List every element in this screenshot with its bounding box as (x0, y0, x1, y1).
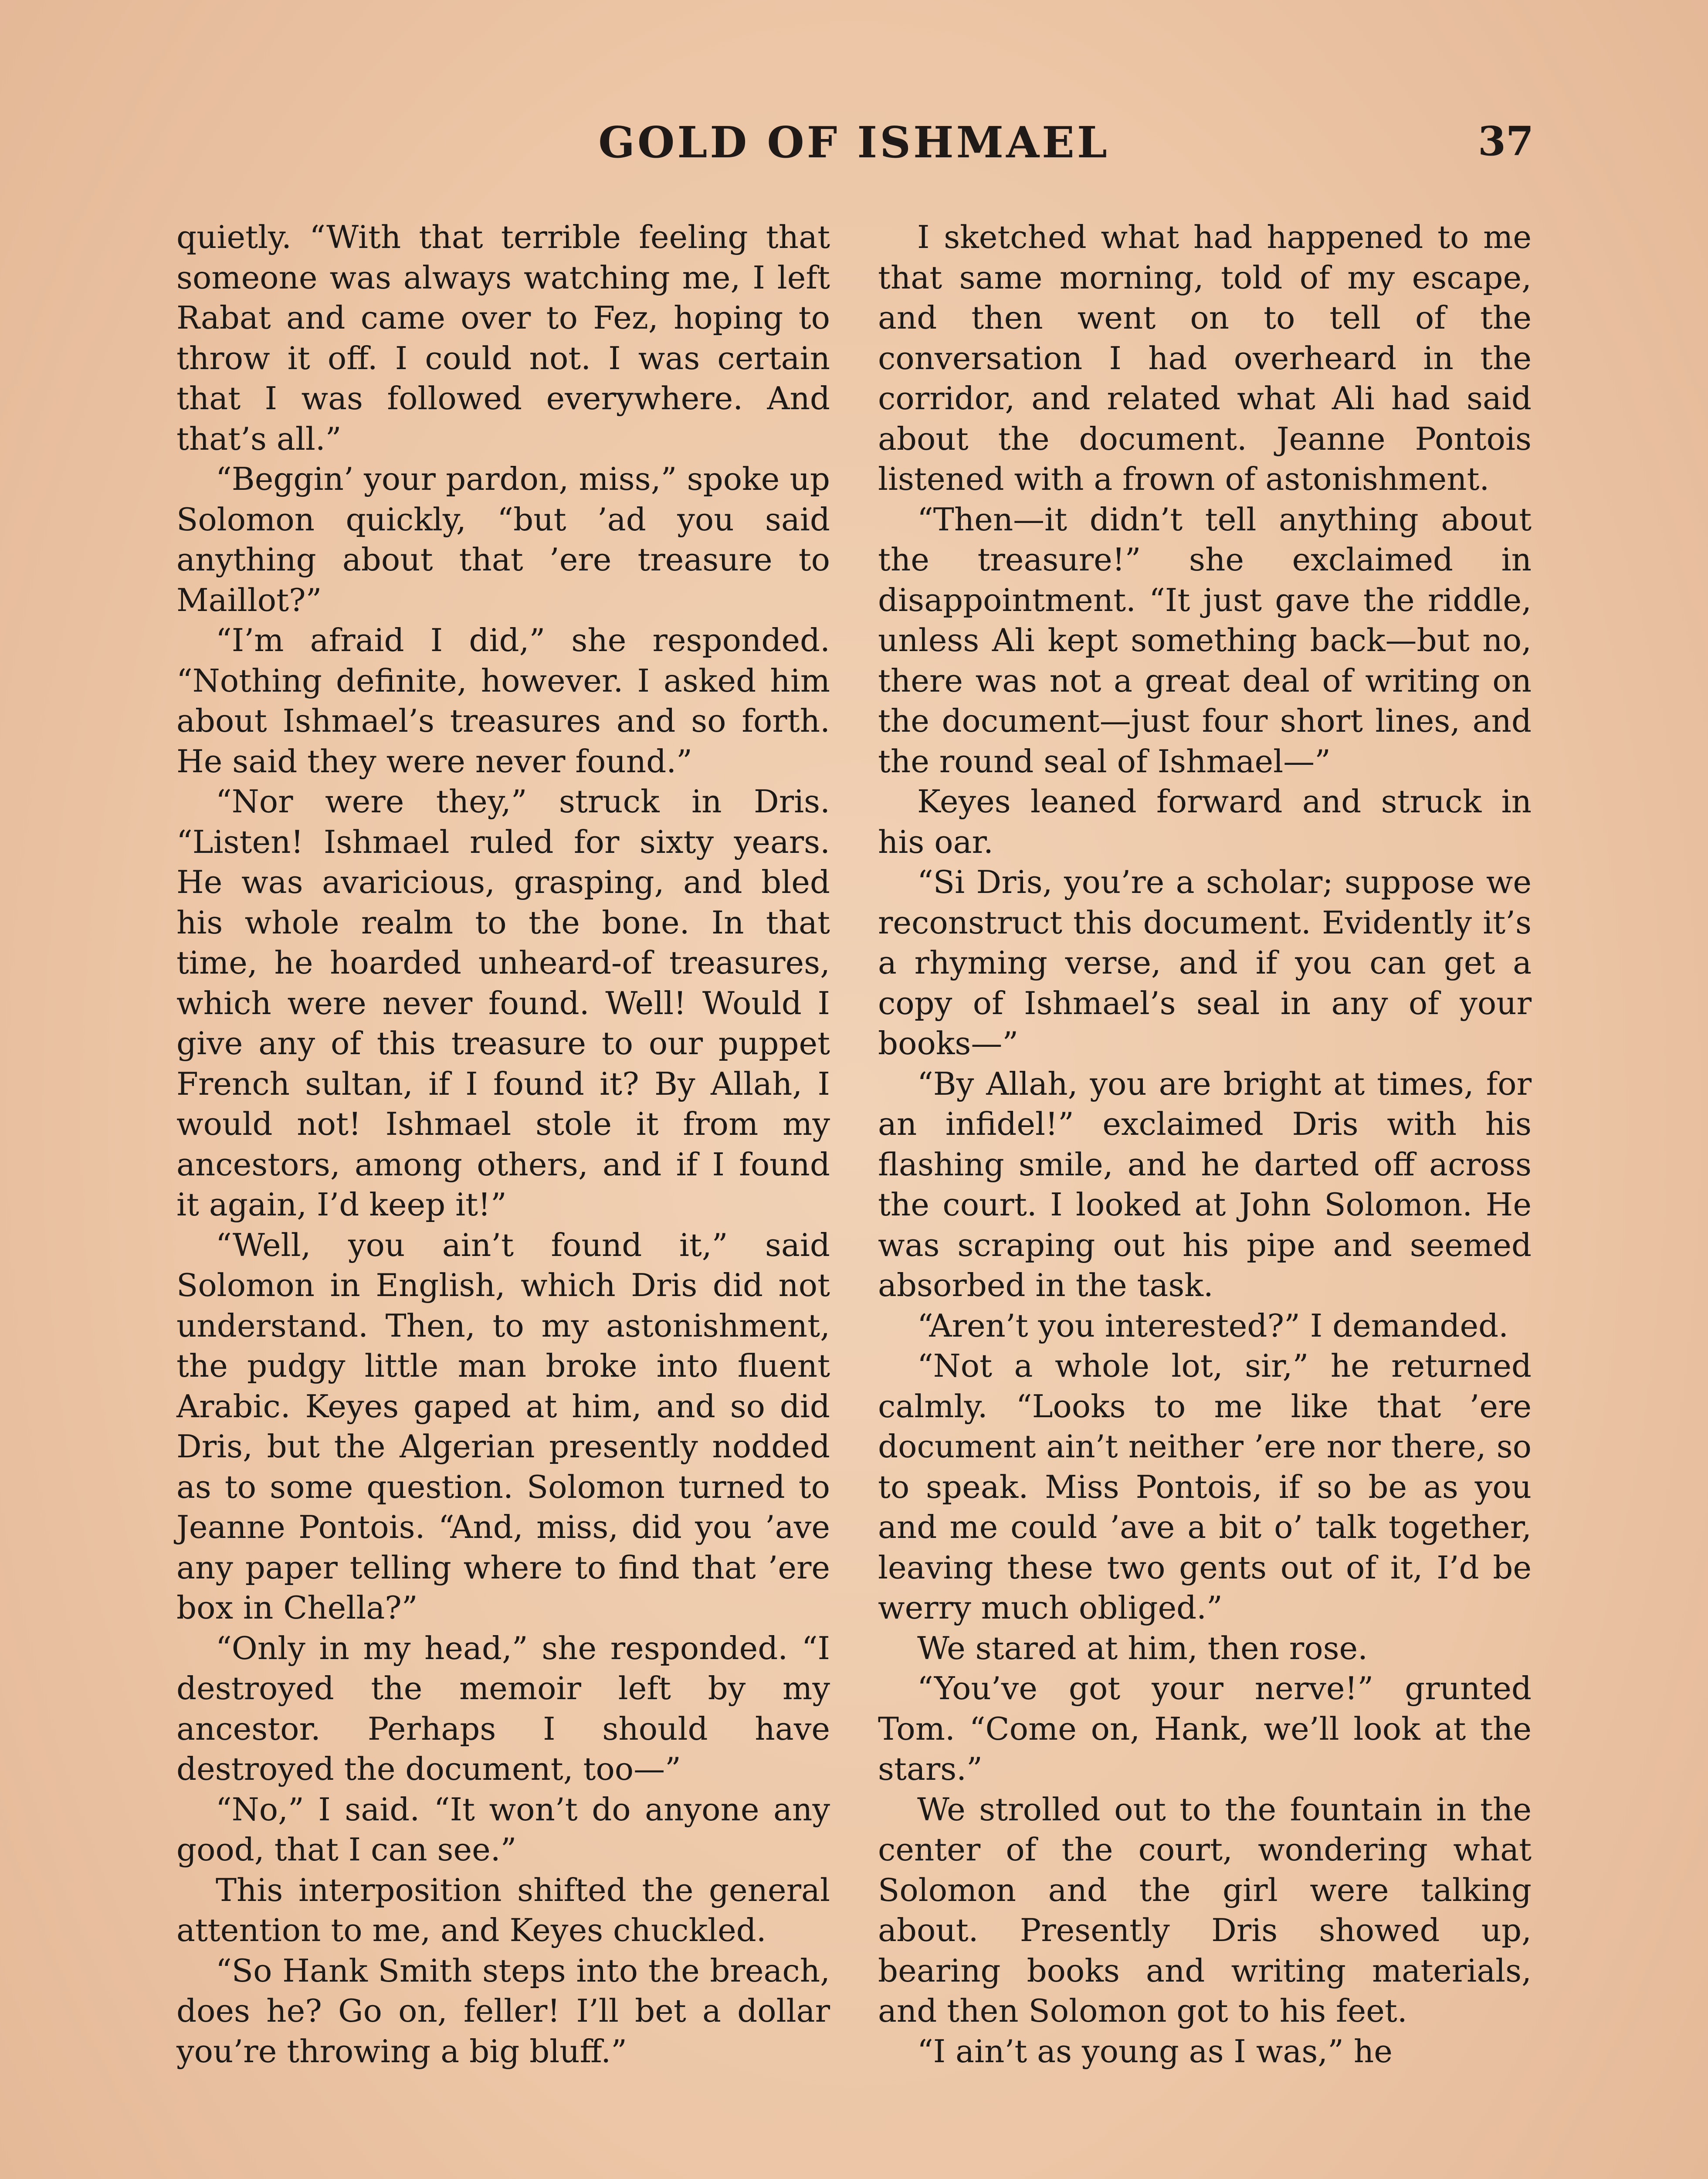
paragraph: “No,” I said. “It won’t do anyone any good, that I can see.” (176, 1791, 830, 1868)
paragraph: Keyes leaned forward and struck in his oar. (878, 783, 1532, 860)
paragraph: “Si Dris, you’re a scholar; suppose we reconstruct this document. Evidently it’s a rhyming verse, and if you can get a copy of Ishmael’s seal in any of your books—” (878, 864, 1532, 1062)
paragraph: “Then—it didn’t tell anything about the treasure!” she exclaimed in disappointment. “It just gave the riddle, unless Ali kept something back—but no, there was not a great deal of writing on the document—just four short lines, and the round seal of Ishmael—” (878, 501, 1532, 780)
paragraph: quietly. “With that terrible feeling that someone was always watching me, I left Rabat and came over to Fez, hoping to throw it off. I could not. I was certain that I was followed everywhere. And that’s all.” (176, 219, 830, 457)
paragraph: “Not a whole lot, sir,” he returned calmly. “Looks to me like that ’ere document ain’t neither ’ere nor there, so to speak. Miss Pontois, if so be as you and me could ’ave a bit o’ talk together, leaving these two gents out of it, I’d be werry much obliged.” (878, 1347, 1532, 1626)
paragraph: “Only in my head,” she responded. “I destroyed the memoir left by my ancestor. Perhaps I should have destroyed the document, too—” (176, 1629, 830, 1787)
paragraph: “You’ve got your nerve!” grunted Tom. “Come on, Hank, we’ll look at the stars.” (878, 1670, 1532, 1787)
paragraph: “I’m afraid I did,” she responded. “Nothing definite, however. I asked him about Ishmael’s treasures and so forth. He said they were never found.” (176, 622, 830, 780)
page-title: GOLD OF ISHMAEL (598, 118, 1110, 168)
paragraph: This interposition shifted the general attention to me, and Keyes chuckled. (176, 1871, 830, 1948)
paragraph: “By Allah, you are bright at times, for an infidel!” exclaimed Dris with his flashing smile, and he darted off across the court. I looked at John Solomon. He was scraping out his pipe and seemed absorbed in the task. (878, 1065, 1532, 1303)
left-text-column (176, 217, 830, 2071)
paragraph: We stared at him, then rose. (917, 1629, 1368, 1666)
paragraph: “Nor were they,” struck in Dris. “Listen! Ishmael ruled for sixty years. He was avaricious, grasping, and bled his whole realm to the bone. In that time, he hoarded unheard-of treasures, which were never found. Well! Would I give any of this treasure to our puppet French sultan, if I found it? By Allah, I would not! Ishmael stole it from my ancestors, among others, and if I found it again, I’d keep it!” (176, 783, 830, 1223)
paragraph: “So Hank Smith steps into the breach, does he? Go on, feller! I’ll bet a dollar you’re throwing a big bluff.” (176, 1952, 830, 2070)
paragraph: “Aren’t you interested?” I demanded. (917, 1307, 1509, 1344)
paragraph: “Beggin’ your pardon, miss,” spoke up Solomon quickly, “but ’ad you said anything about that ’ere treasure to Maillot?” (176, 461, 830, 618)
running-head (174, 118, 1534, 183)
page-number: 37 (1478, 118, 1534, 165)
paragraph: We strolled out to the fountain in the center of the court, wondering what Solomon and the girl were talking about. Presently Dris showed up, bearing books and writing materials, and then Solomon got to his feet. (878, 1791, 1532, 2029)
paragraph: I sketched what had happened to me that same morning, told of my escape, and then went on to tell of the conversation I had overheard in the corridor, and related what Ali had said about the document. Jeanne Pontois listened with a frown of astonishment. (878, 219, 1532, 497)
paragraph: “Well, you ain’t found it,” said Solomon in English, which Dris did not understand. Then, to my astonishment, the pudgy little man broke into fluent Arabic. Keyes gaped at him, and so did Dris, but the Algerian presently nodded as to some question. Solomon turned to Jeanne Pontois. “And, miss, did you ’ave any paper telling where to find that ’ere box in Chella?” (176, 1226, 830, 1626)
right-text-column (878, 217, 1532, 2071)
paragraph: “I ain’t as young as I was,” he (917, 2033, 1393, 2070)
